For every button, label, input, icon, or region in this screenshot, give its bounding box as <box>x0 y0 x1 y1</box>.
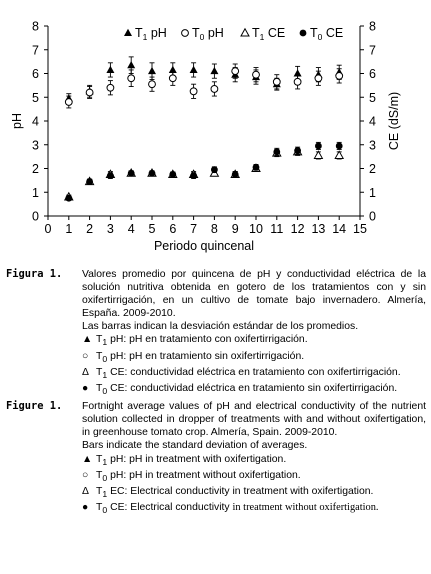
x-tick-label: 12 <box>290 222 305 236</box>
x-tick-label: 6 <box>169 222 177 236</box>
legend-entry-1 <box>182 26 224 42</box>
figure-caption <box>6 268 426 519</box>
circle-open-icon: ○ <box>82 350 89 362</box>
caption-english <box>6 400 426 517</box>
y-left-tick-label: 8 <box>32 19 39 34</box>
data-point <box>336 72 343 79</box>
x-tick-label: 0 <box>44 222 52 236</box>
caption-item-en-0: ▲ $T_1$ pH: pH in treatment with oxifertigation. <box>82 453 287 467</box>
legend-entry-3 <box>300 26 344 42</box>
x-tick-label: 2 <box>86 222 94 236</box>
data-point <box>210 67 218 74</box>
caption-item-es-3: ● $T_0$ CE: conductividad eléctrica en tratamiento sin oxifertirrigación. <box>82 382 398 397</box>
x-tick-label: 3 <box>106 222 114 236</box>
caption-item-en-1: ○ $T_0$ pH: pH in treatment without oxifertigation. <box>82 469 301 483</box>
y-left-axis-title: pH <box>10 113 24 129</box>
caption-text-es: Valores promedio por quincena de pH y conductividad eléctrica de la solución nutritiva obtenida en gotero de los tratamientos con y sin oxifertirrigación, en un cultivo de tomate bajo invernadero. Almería, España. 2009-2010. <box>82 269 426 320</box>
data-point <box>65 195 72 202</box>
legend-marker <box>182 30 189 37</box>
data-point <box>294 147 301 154</box>
legend-marker <box>124 29 132 36</box>
data-point <box>106 66 114 73</box>
y-left-tick-label: 7 <box>32 43 39 58</box>
series-2 <box>65 148 343 200</box>
y-right-tick-label: 3 <box>369 138 376 153</box>
caption-bars-es: Las barras indican la desviación estándar de los promedios. <box>82 321 359 333</box>
data-point <box>253 164 260 171</box>
data-point <box>190 88 197 95</box>
data-point <box>169 171 176 178</box>
series-1 <box>65 64 342 108</box>
data-point <box>253 71 260 78</box>
y-right-tick-label: 8 <box>369 19 376 34</box>
x-tick-label: 15 <box>353 222 367 236</box>
triangle-open-icon: Δ <box>82 366 89 378</box>
caption-text-en: Fortnight average values of pH and electrical conductivity of the nutrient solution collected in dropper of treatments with and without oxifertigation, in greenhouse tomato crop. Almería, Spain. 2009-2010. <box>82 401 426 439</box>
y-right-tick-label: 6 <box>369 67 376 81</box>
caption-item-es-0: ▲ $T_1$ pH: pH en tratamiento con oxifertirrigación. <box>82 334 308 348</box>
caption-label-es: Figura 1. <box>6 268 63 280</box>
data-point <box>127 61 135 68</box>
triangle-filled-icon: ▲ <box>82 453 93 465</box>
x-tick-label: 13 <box>311 222 326 236</box>
data-point <box>148 67 156 74</box>
data-point <box>86 89 93 96</box>
legend-label: $T_0$ pH <box>192 26 224 42</box>
data-point <box>107 84 114 91</box>
x-tick-label: 5 <box>148 222 156 236</box>
legend-label: $T_1$ CE <box>252 26 286 42</box>
x-tick-label: 8 <box>210 222 218 236</box>
caption-spanish <box>6 268 426 398</box>
data-point <box>315 75 322 82</box>
data-point <box>211 166 218 173</box>
data-point <box>315 143 322 150</box>
caption-item-es-1: ○ $T_0$ pH: pH en tratamiento sin oxifertirrigación. <box>82 350 305 364</box>
y-left-tick-label: 1 <box>32 185 39 200</box>
data-point <box>335 151 343 158</box>
data-point <box>273 78 280 85</box>
y-right-tick-label: 0 <box>369 209 376 224</box>
data-point <box>65 99 72 106</box>
data-point <box>336 143 343 150</box>
circle-open-icon: ○ <box>82 469 89 481</box>
x-tick-label: 7 <box>190 222 198 236</box>
legend-entry-2 <box>241 26 285 42</box>
circle-filled-icon: ● <box>82 502 89 514</box>
series-0 <box>65 57 343 103</box>
data-point <box>232 171 239 178</box>
x-tick-label: 11 <box>270 222 284 236</box>
series-3 <box>65 142 342 201</box>
y-left-tick-label: 2 <box>32 162 39 176</box>
caption-item-en-3: ● $T_0$ CE: Electrical conductivity in treatment without oxifertigation. <box>82 502 379 516</box>
data-point <box>128 170 135 177</box>
data-point <box>190 66 198 73</box>
triangle-open-icon: Δ <box>82 485 89 497</box>
x-axis-title: Periodo quincenal <box>153 239 255 253</box>
triangle-filled-icon: ▲ <box>82 334 93 346</box>
x-tick-label: 9 <box>231 222 239 236</box>
data-point <box>294 78 301 85</box>
data-point <box>211 86 218 93</box>
y-left-tick-label: 3 <box>32 138 39 153</box>
data-point <box>314 151 322 158</box>
data-point <box>169 75 176 82</box>
data-point <box>128 75 135 82</box>
x-tick-label: 4 <box>127 222 135 236</box>
y-right-tick-label: 4 <box>369 114 376 129</box>
caption-label-en: Figure 1. <box>6 400 63 413</box>
legend-marker <box>241 29 249 36</box>
y-left-tick-label: 4 <box>32 114 39 129</box>
y-left-tick-label: 5 <box>32 90 39 105</box>
y-right-axis-title: CE (dS/m) <box>387 91 401 151</box>
legend-marker <box>300 30 307 37</box>
x-tick-label: 14 <box>332 222 347 236</box>
legend-entry-0 <box>124 26 167 42</box>
y-right-tick-label: 5 <box>369 90 376 105</box>
data-point <box>149 170 156 177</box>
data-point <box>107 172 114 179</box>
caption-item-en-2: Δ $T_1$ EC: Electrical conductivity in treatment with oxifertigation. <box>82 485 374 499</box>
y-right-tick-label: 7 <box>369 43 376 58</box>
legend-label: $T_1$ pH <box>135 26 167 42</box>
x-tick-label: 1 <box>65 222 73 236</box>
legend-label: $T_0$ CE <box>310 26 344 42</box>
y-left-tick-label: 6 <box>32 67 39 81</box>
data-point <box>149 81 156 88</box>
y-right-tick-label: 1 <box>369 185 376 200</box>
circle-filled-icon: ● <box>82 382 89 394</box>
data-point <box>190 172 197 179</box>
caption-bars-en: Bars indicate the standard deviation of averages. <box>82 440 308 452</box>
chart <box>0 0 431 262</box>
data-point <box>86 178 93 185</box>
y-right-tick-label: 2 <box>369 162 376 176</box>
y-left-tick-label: 0 <box>32 209 39 224</box>
x-tick-label: 10 <box>249 222 263 236</box>
caption-item-es-2: Δ $T_1$ CE: conductividad eléctrica en tratamiento con oxifertirrigación. <box>82 366 401 380</box>
data-point <box>273 148 280 155</box>
data-point <box>232 68 239 75</box>
